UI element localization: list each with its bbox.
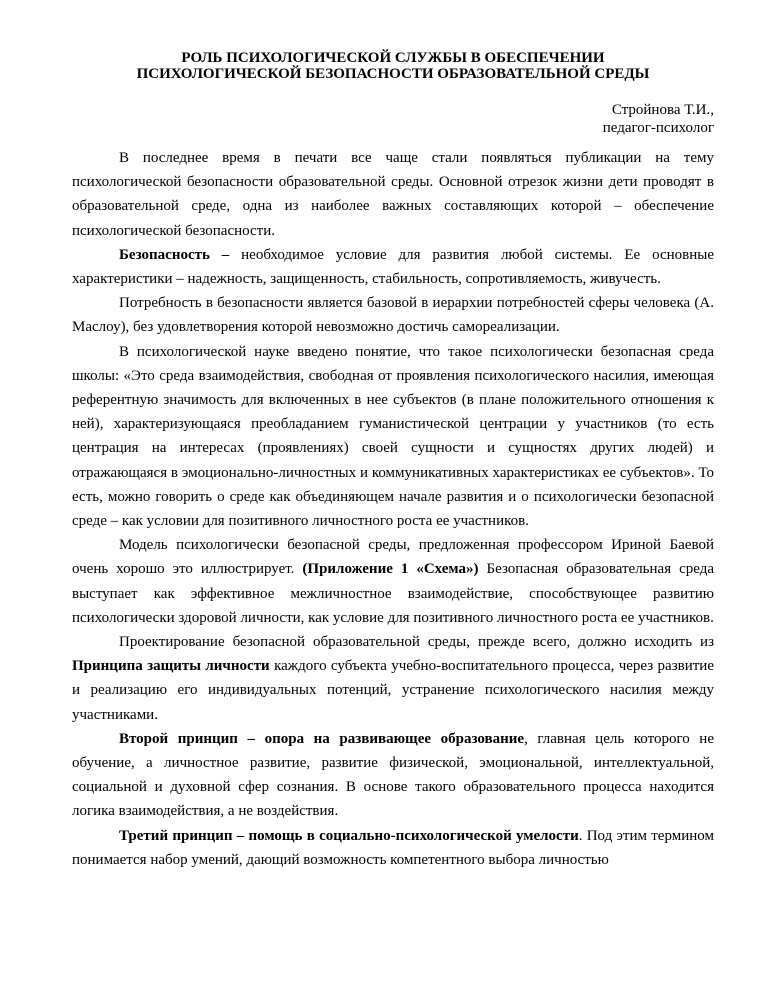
paragraph-text: каждого субъекта учебно-воспитательного процесса, через развитие и реализацию его индивидуальных потенций, устранение психологического насилия между участниками. — [72, 658, 714, 723]
principle-social-psychological-skill: Третий принцип – помощь в социально-психологической умелости — [119, 827, 579, 844]
paragraph-text: Проектирование безопасной образовательной среды, прежде всего, должно исходить из — [119, 634, 714, 651]
principle-personal-protection: Принципа защиты личности — [72, 658, 270, 675]
paragraph-first-principle — [72, 630, 714, 727]
paragraph-maslow: Потребность в безопасности является базовой в иерархии потребностей сферы человека (А. Маслоу), без удовлетворения которой невозможно достичь самореализации. — [72, 295, 714, 336]
author-block — [603, 101, 714, 137]
paragraph-safety-definition — [72, 243, 714, 291]
paragraph-text: Модель психологически безопасной среды, предложенная профессором Ириной Баевой очень хорошо это иллюстрирует. — [72, 537, 714, 578]
paragraph-text: . Под этим термином понимается набор умений, дающий возможность компетентного выбора личностью — [72, 827, 714, 868]
title-line-2: ПСИХОЛОГИЧЕСКОЙ БЕЗОПАСНОСТИ ОБРАЗОВАТЕЛЬНОЙ СРЕДЫ — [136, 66, 650, 82]
paragraph-intro: В последнее время в печати все чаще стали появляться публикации на тему психологической безопасности образовательной среды. Основной отрезок жизни дети проводят в образовательной среде, одна из наиболее важных составляющих которой – обеспечение психологической безопасности. — [72, 150, 714, 239]
paragraph-text: Безопасная образовательная среда выступает как эффективное межличностное взаимодействие, способствующее развитию психологически здоровой личности, как условие для позитивного личностного роста ее участников. — [72, 561, 714, 626]
author-position: педагог-психолог — [602, 120, 714, 136]
paragraph-text: , главная цель которого не обучение, а личностное развитие, развитие физической, эмоциональной, интеллектуальной, социальной и духовной сфер сознания. В основе такого образовательного процесса находится логика взаимодействия, а не воздействия. — [72, 730, 714, 820]
title-line-1: РОЛЬ ПСИХОЛОГИЧЕСКОЙ СЛУЖБЫ В ОБЕСПЕЧЕНИИ — [181, 50, 605, 66]
paragraph-second-principle — [72, 727, 714, 824]
paragraph-safe-environment-concept: В психологической науке введено понятие, что такое психологически безопасная среда школы: «Это среда взаимодействия, свободная от проявления психологического насилия, имеющая референтную значимость для включенных в нее субъектов (в плане положительного отношения к ней), характеризующаяся преобладанием гуманистической центрации у участников (то есть центрация на интересах (проявлениях) своей сущности и сущностях других людей) и отражающаяся в эмоционально-личностных и коммуникативных характеристиках ее субъектов». То есть, можно говорить о среде как объединяющем начале развития и о психологически безопасной среде – как условии для позитивного личностного роста ее участников. — [72, 343, 714, 530]
appendix-reference: (Приложение 1 «Схема») — [302, 561, 479, 578]
paragraph-third-principle — [72, 824, 714, 872]
principle-developmental-education: Второй принцип – опора на развивающее образование — [119, 730, 525, 747]
document-title — [72, 50, 714, 82]
document-body — [72, 146, 714, 872]
paragraph-baeva-model — [72, 533, 714, 630]
term-safety: Безопасность – — [119, 246, 230, 263]
author-name: Стройнова Т.И., — [611, 102, 714, 118]
paragraph-text: необходимое условие для развития любой системы. Ее основные характеристики – надежность, защищенность, стабильность, сопротивляемость, живучесть. — [72, 246, 714, 288]
